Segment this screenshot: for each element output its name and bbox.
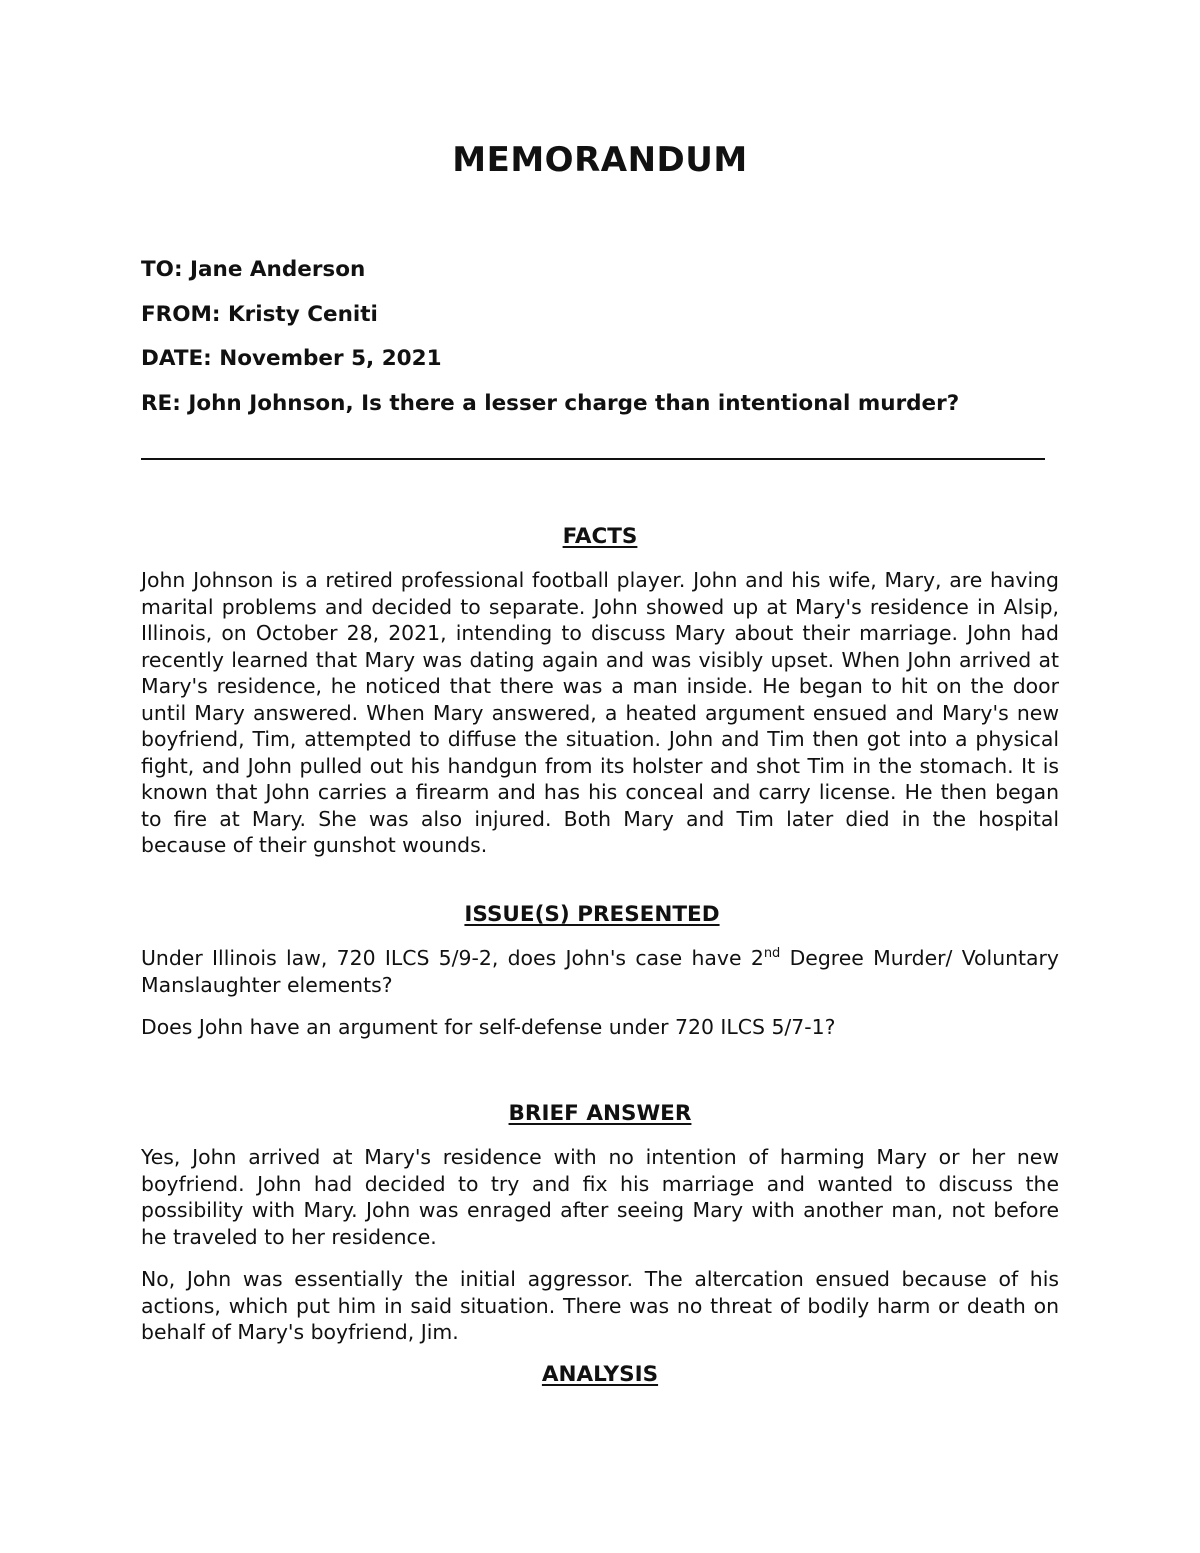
memo-title: MEMORANDUM [452,140,748,180]
brief-answer-paragraph-2: No, John was essentially the initial aggressor. The altercation ensued because of his actions, which put him in said situation. There was no threat of bodily harm or death on behalf of Mary's boyfriend, Jim. [141,1267,1059,1344]
issue-question-2: Does John have an argument for self-defense under 720 ILCS 5/7-1? [141,1015,836,1039]
analysis-heading: ANALYSIS [541,1362,659,1387]
brief-answer-paragraph-1: Yes, John arrived at Mary's residence with no intention of harming Mary or her new boyfriend. John had decided to try and fix his marriage and wanted to discuss the possibility with Mary. John was enraged after seeing Mary with another man, not before he traveled to her residence. [141,1145,1059,1249]
memo-re: RE: John Johnson, Is there a lesser charge than intentional murder? [141,391,960,416]
facts-heading: FACTS [562,524,638,549]
ordinal-suffix: nd [763,946,781,962]
issue-question-1-text: Under Illinois law, 720 ILCS 5/9-2, does John's case have 2 [141,946,764,970]
issue-question-1 [141,945,1059,998]
memo-to: TO: Jane Anderson [141,257,366,282]
memo-from: FROM: Kristy Ceniti [141,302,378,327]
memo-date: DATE: November 5, 2021 [141,346,442,371]
issue-question-1-text-end: Degree Murder/ Voluntary Manslaughter elements? [141,946,1059,997]
facts-paragraph: John Johnson is a retired professional football player. John and his wife, Mary, are having marital problems and decided to separate. John showed up at Mary's residence in Alsip, Illinois, on October 28, 2021, intending to discuss Mary about their marriage. John had recently learned that Mary was dating again and was visibly upset. When John arrived at Mary's residence, he noticed that there was a man inside. He began to hit on the door until Mary answered. When Mary answered, a heated argument ensued and Mary's new boyfriend, Tim, attempted to diffuse the situation. John and Tim then got into a physical fight, and John pulled out his handgun from its holster and shot Tim in the stomach. It is known that John carries a firearm and has his conceal and carry license. He then began to fire at Mary. She was also injured. Both Mary and Tim later died in the hospital because of their gunshot wounds. [141,568,1059,857]
brief-answer-heading: BRIEF ANSWER [508,1101,692,1126]
issues-heading: ISSUE(S) PRESENTED [464,902,720,927]
header-divider [141,458,1045,460]
